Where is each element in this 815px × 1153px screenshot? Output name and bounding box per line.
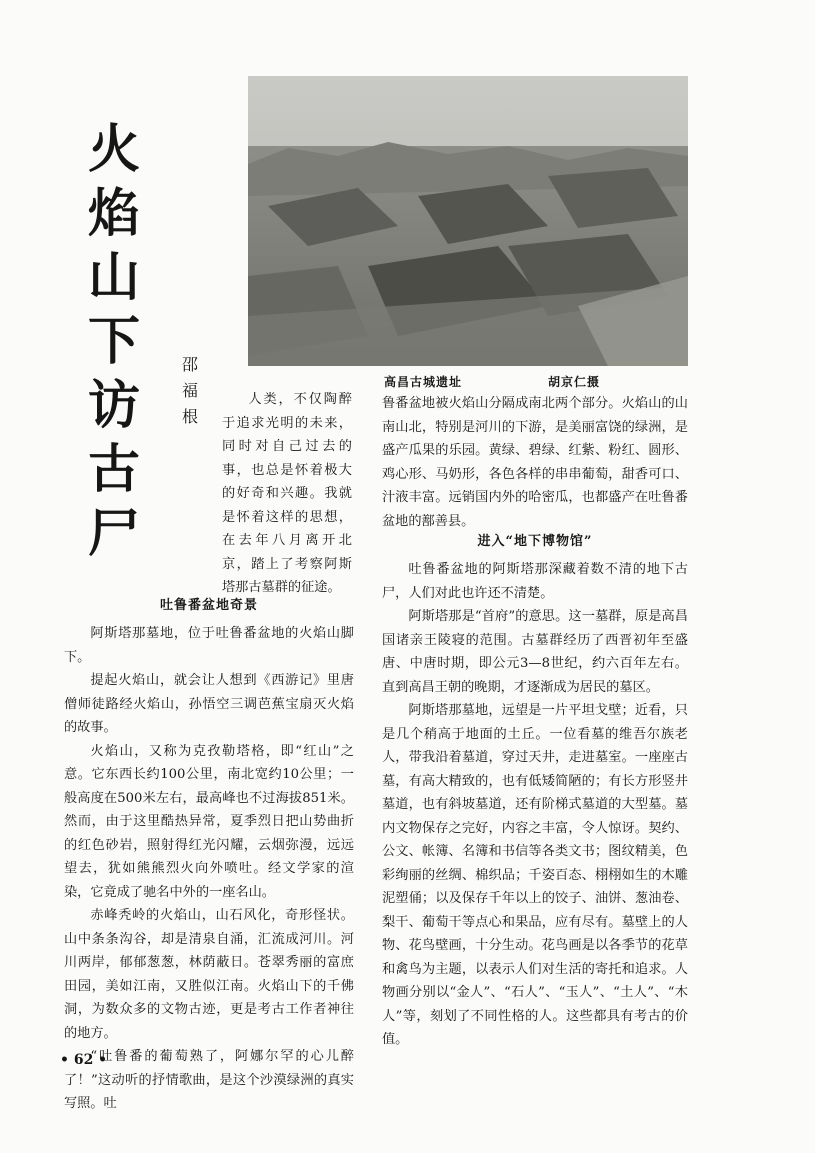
paragraph: 吐鲁番盆地的阿斯塔那深藏着数不清的地下古尸，人们对此也许还不清楚。 — [382, 562, 688, 601]
section-heading-basin: 吐鲁番盆地奇景 — [159, 598, 258, 613]
paragraph: 鲁番盆地被火焰山分隔成南北两个部分。火焰山的山南山北，特别是河川的下游，是美丽富饶的绿洲，是盛产瓜果的乐园。黄绿、碧绿、红紫、粉红、圆形、鸡心形、马奶形，各色各样的串串葡萄，甜香可口、汁液丰富。远销国内外的哈密瓜，也都盛产在吐鲁番盆地的鄯善县。 — [382, 396, 688, 529]
paragraph: 赤峰秃岭的火焰山，山石风化，奇形怪状。山中条条沟谷，却是清泉自涌，汇流成河川。河川两岸，郁郁葱葱，林荫蔽日。苍翠秀丽的富庶田园，美如江南，又胜似江南。火焰山下的千佛洞，为数众多的文物古迹，更是考古工作者神往的地方。 — [64, 908, 354, 1041]
title-char: 山 — [87, 248, 140, 308]
author-name — [178, 352, 202, 430]
paragraph: 火焰山，又称为克孜勒塔格，即“红山”之意。它东西长约100公里，南北宽约10公里；一般高度在500米左右，最高峰也不过海拔851米。然而，由于这里酷热异常，夏季烈日把山势曲折的红色砂岩，照射得红光闪耀，云烟弥漫，远远望去，犹如熊熊烈火向外喷吐。经文学家的渲染，它竟成了驰名中外的一座名山。 — [64, 743, 354, 900]
paragraph: 提起火焰山，就会让人想到《西游记》里唐僧师徒路经火焰山，孙悟空三调芭蕉宝扇灭火焰的故事。 — [64, 673, 354, 735]
title-char: 古 — [87, 440, 140, 500]
intro-paragraph — [222, 388, 352, 600]
title-char: 下 — [87, 312, 140, 372]
photo-caption: 高昌古城遗址 — [384, 375, 463, 389]
right-column — [382, 558, 688, 1052]
left-column — [64, 622, 354, 1116]
author-char: 邵 — [181, 355, 198, 374]
ruins-photo-image — [248, 76, 688, 366]
page-number: • 62 • — [60, 1052, 108, 1068]
title-char: 访 — [87, 376, 140, 436]
paragraph: “吐鲁番的葡萄熟了，阿娜尔罕的心儿醉了！”这动听的抒情歌曲，是这个沙漠绿洲的真实写照。吐 — [64, 1049, 354, 1111]
section-heading-museum: 进入“地下博物馆” — [477, 534, 593, 549]
article-title — [82, 118, 146, 566]
right-column-continuation — [382, 392, 688, 533]
paragraph: 阿斯塔那墓地，位于吐鲁番盆地的火焰山脚下。 — [64, 626, 354, 665]
title-char: 火 — [87, 120, 140, 180]
paragraph: 阿斯塔那是“首府”的意思。这一墓群，原是高昌国诸亲王陵寝的范围。古墓群经历了西晋初年至盛唐、中唐时期，即公元3—8世纪，约六百年左右。直到高昌王朝的晚期，才逐渐成为居民的墓区。 — [382, 609, 688, 695]
intro-text: 人类，不仅陶醉于追求光明的未来，同时对自己过去的事，也总是怀着极大的好奇和兴趣。我就是怀着这样的思想，在去年八月离开北京，踏上了考察阿斯塔那古墓群的征途。 — [222, 392, 352, 595]
ruins-photo — [248, 76, 688, 366]
title-char: 尸 — [87, 504, 140, 564]
paragraph: 阿斯塔那墓地，远望是一片平坦戈壁；近看，只是几个稍高于地面的土丘。一位看墓的维吾尔族老人，带我沿着墓道，穿过天井，走进墓室。一座座古墓，有高大精致的，也有低矮简陋的；有长方形竖井墓道，也有斜坡墓道，还有阶梯式墓道的大型墓。墓内文物保存之完好，内容之丰富，令人惊讶。契约、公文、帐簿、名簿和书信等各类文书；图纹精美，色彩绚丽的丝绸、棉织品；千姿百态、栩栩如生的木雕泥塑俑；以及保存千年以上的饺子、油饼、葱油卷、梨干、葡萄干等点心和果品，应有尽有。墓壁上的人物、花鸟壁画，十分生动。花鸟画是以各季节的花草和禽鸟为主题，以表示人们对生活的寄托和追求。人物画分别以“金人”、“石人”、“玉人”、“土人”、“木人”等，刻划了不同性格的人。这些都具有考古的价值。 — [382, 703, 688, 1047]
author-char: 根 — [181, 407, 198, 426]
author-char: 福 — [181, 381, 198, 400]
photo-credit: 胡京仁摄 — [548, 375, 601, 389]
title-char: 焰 — [87, 184, 140, 244]
